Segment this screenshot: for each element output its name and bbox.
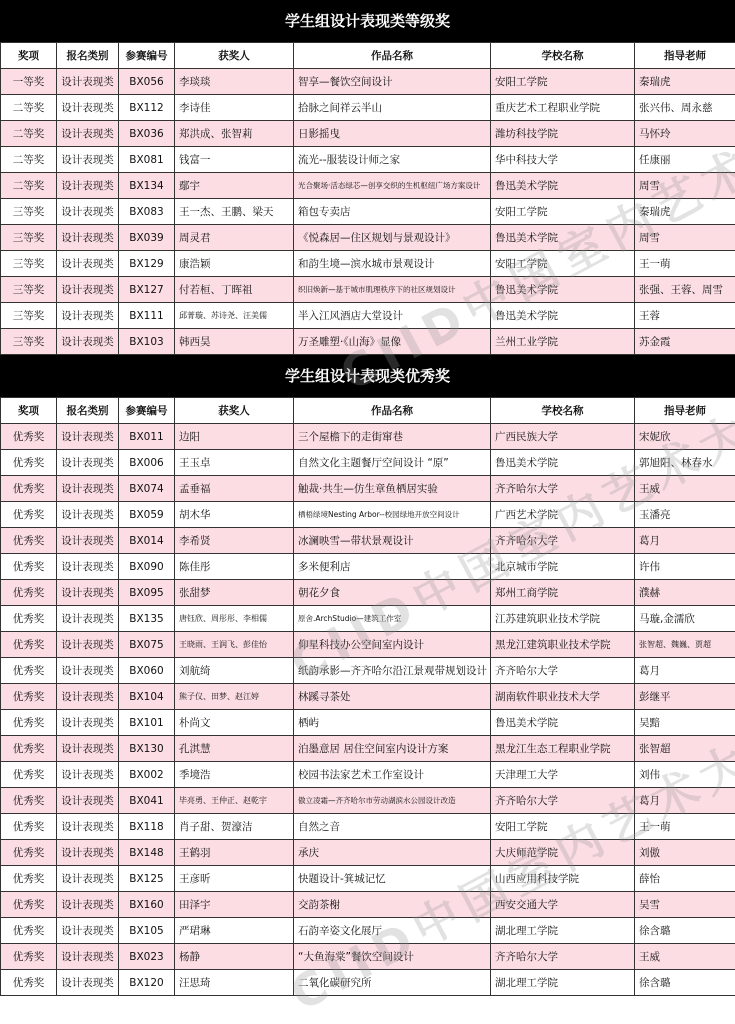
cell-teacher: 秦瑞虎 [635,69,735,95]
cell-work: 触裁·共生—仿生章鱼栖居实验 [294,476,491,502]
cell-award: 一等奖 [1,69,57,95]
cell-category: 设计表现类 [57,147,119,173]
cell-winner: 康浩颖 [175,251,294,277]
cell-work: 冰澜映雪—带状景观设计 [294,528,491,554]
cell-work: 拾脉之间祥云半山 [294,95,491,121]
header-teacher: 指导老师 [635,43,735,69]
cell-winner: 熊子仪、田梦、赵江婷 [175,684,294,710]
cell-winner: 郑洪成、张智莉 [175,121,294,147]
cell-category: 设计表现类 [57,892,119,918]
header-award: 奖项 [1,43,57,69]
cell-award: 二等奖 [1,173,57,199]
table-row [1,840,735,866]
cell-award: 优秀奖 [1,710,57,736]
cell-school: 鲁迅美术学院 [491,450,635,476]
cell-winner: 陈佳彤 [175,554,294,580]
cell-work: 自然文化主题餐厅空间设计 “原” [294,450,491,476]
cell-award: 三等奖 [1,277,57,303]
cell-entry-id: BX129 [119,251,175,277]
header-award: 奖项 [1,398,57,424]
cell-work: 织旧焕新—基于城市肌理秩序下的社区规划设计 [294,277,491,303]
cell-winner: 孔淇慧 [175,736,294,762]
table-row [1,303,735,329]
table-row [1,866,735,892]
cell-award: 优秀奖 [1,736,57,762]
cell-teacher: 葛月 [635,788,735,814]
cell-entry-id: BX006 [119,450,175,476]
cell-school: 齐齐哈尔大学 [491,788,635,814]
cell-work: 栖屿 [294,710,491,736]
cell-winner: 毕亮勇、王仲正、赵乾宇 [175,788,294,814]
cell-winner: 王一杰、王鹏、梁天 [175,199,294,225]
cell-work: 万圣雕塑·《山海》显像 [294,329,491,355]
cell-award: 优秀奖 [1,762,57,788]
cell-teacher: 刘傲 [635,840,735,866]
cell-category: 设计表现类 [57,788,119,814]
cell-teacher: 刘伟 [635,762,735,788]
cell-winner: 周灵君 [175,225,294,251]
cell-teacher: 郭旭阳、林春水 [635,450,735,476]
cell-category: 设计表现类 [57,606,119,632]
table-row [1,528,735,554]
cell-winner: 付若桓、丁晖祖 [175,277,294,303]
cell-entry-id: BX103 [119,329,175,355]
cell-school: 湖北理工学院 [491,918,635,944]
cell-award: 优秀奖 [1,918,57,944]
cell-entry-id: BX105 [119,918,175,944]
cell-work: 《悦森居—住区规划与景观设计》 [294,225,491,251]
cell-work: 泊墨意居 居住空间室内设计方案 [294,736,491,762]
grade-award-section [0,0,735,355]
cell-entry-id: BX101 [119,710,175,736]
cell-category: 设计表现类 [57,225,119,251]
table-row [1,225,735,251]
table-row [1,658,735,684]
cell-entry-id: BX134 [119,173,175,199]
cell-entry-id: BX148 [119,840,175,866]
table-row [1,251,735,277]
table-header-row [1,43,735,69]
cell-school: 鲁迅美术学院 [491,710,635,736]
cell-work: 林蹊寻茶处 [294,684,491,710]
cell-school: 鲁迅美术学院 [491,303,635,329]
cell-teacher: 徐含璐 [635,918,735,944]
grade-award-title: 学生组设计表现类等级奖 [0,0,735,42]
cell-school: 齐齐哈尔大学 [491,476,635,502]
header-work: 作品名称 [294,398,491,424]
cell-winner: 杨静 [175,944,294,970]
cell-school: 天津理工大学 [491,762,635,788]
cell-teacher: 张智超 [635,736,735,762]
cell-school: 大庆师范学院 [491,840,635,866]
cell-award: 优秀奖 [1,684,57,710]
cell-winner: 严珺琳 [175,918,294,944]
cell-winner: 王玉卓 [175,450,294,476]
cell-winner: 胡木华 [175,502,294,528]
table-row [1,277,735,303]
cell-award: 优秀奖 [1,528,57,554]
cell-school: 北京城市学院 [491,554,635,580]
header-category: 报名类别 [57,398,119,424]
table-row [1,684,735,710]
cell-work: 光合聚场·活态绿芯—创享交织的生机枢纽广场方案设计 [294,173,491,199]
cell-work: 校园书法家艺术工作室设计 [294,762,491,788]
cell-winner: 朴尚文 [175,710,294,736]
cell-teacher: 吴雪 [635,892,735,918]
cell-award: 优秀奖 [1,606,57,632]
cell-category: 设计表现类 [57,762,119,788]
cell-school: 鲁迅美术学院 [491,225,635,251]
cell-winner: 唐钰欣、周彤彤、李相儒 [175,606,294,632]
cell-winner: 李希贤 [175,528,294,554]
cell-category: 设计表现类 [57,95,119,121]
cell-work: 多米便利店 [294,554,491,580]
cell-teacher: 王一萌 [635,814,735,840]
cell-winner: 李诗佳 [175,95,294,121]
cell-entry-id: BX060 [119,658,175,684]
cell-work: 仰星科技办公空间室内设计 [294,632,491,658]
table-row [1,329,735,355]
cell-work: “大鱼海棠”餐饮空间设计 [294,944,491,970]
cell-category: 设计表现类 [57,251,119,277]
cell-work: 半入江风酒店大堂设计 [294,303,491,329]
cell-category: 设计表现类 [57,173,119,199]
cell-winner: 鄢宇 [175,173,294,199]
cell-teacher: 王威 [635,944,735,970]
cell-teacher: 张智超、魏巍、贾超 [635,632,735,658]
cell-school: 安阳工学院 [491,199,635,225]
cell-winner: 田泽宇 [175,892,294,918]
cell-category: 设计表现类 [57,918,119,944]
cell-work: 自然之音 [294,814,491,840]
cell-award: 优秀奖 [1,554,57,580]
cell-work: 纸韵承影—齐齐哈尔沿江景观带规划设计 [294,658,491,684]
cell-work: 日影摇曳 [294,121,491,147]
cell-entry-id: BX118 [119,814,175,840]
excellence-award-table [0,397,735,996]
cell-entry-id: BX095 [119,580,175,606]
cell-category: 设计表现类 [57,121,119,147]
cell-award: 优秀奖 [1,502,57,528]
table-row [1,424,735,450]
cell-award: 三等奖 [1,225,57,251]
cell-winner: 邱菁璇、苏诗尧、汪美儒 [175,303,294,329]
header-category: 报名类别 [57,43,119,69]
table-row [1,450,735,476]
cell-entry-id: BX104 [119,684,175,710]
cell-entry-id: BX011 [119,424,175,450]
excellence-award-title: 学生组设计表现类优秀奖 [0,355,735,397]
cell-work: 朝花夕食 [294,580,491,606]
cell-work: 栖梧绿境Nesting Arbor--校园绿地开放空间设计 [294,502,491,528]
cell-teacher: 宋妮欣 [635,424,735,450]
cell-teacher: 薛怡 [635,866,735,892]
cell-school: 安阳工学院 [491,251,635,277]
cell-teacher: 彭继平 [635,684,735,710]
cell-category: 设计表现类 [57,528,119,554]
cell-category: 设计表现类 [57,329,119,355]
cell-winner: 王晓雨、王润飞、彭佳怡 [175,632,294,658]
cell-award: 优秀奖 [1,840,57,866]
cell-award: 优秀奖 [1,892,57,918]
cell-school: 重庆艺术工程职业学院 [491,95,635,121]
cell-school: 齐齐哈尔大学 [491,658,635,684]
cell-winner: 边阳 [175,424,294,450]
cell-entry-id: BX075 [119,632,175,658]
header-winner: 获奖人 [175,43,294,69]
cell-school: 安阳工学院 [491,814,635,840]
cell-award: 优秀奖 [1,944,57,970]
cell-teacher: 徐含璐 [635,970,735,996]
cell-award: 三等奖 [1,199,57,225]
cell-award: 优秀奖 [1,450,57,476]
cell-entry-id: BX112 [119,95,175,121]
cell-work: 二氧化碳研究所 [294,970,491,996]
header-entry-id: 参赛编号 [119,43,175,69]
cell-entry-id: BX090 [119,554,175,580]
cell-category: 设计表现类 [57,303,119,329]
cell-entry-id: BX023 [119,944,175,970]
cell-award: 优秀奖 [1,788,57,814]
cell-school: 黑龙江生态工程职业学院 [491,736,635,762]
cell-award: 优秀奖 [1,658,57,684]
cell-award: 三等奖 [1,303,57,329]
table-row [1,199,735,225]
cell-teacher: 王一萌 [635,251,735,277]
cell-category: 设计表现类 [57,970,119,996]
table-row [1,554,735,580]
header-work: 作品名称 [294,43,491,69]
cell-teacher: 濮赫 [635,580,735,606]
cell-entry-id: BX127 [119,277,175,303]
cell-award: 优秀奖 [1,814,57,840]
cell-work: 交韵茶榭 [294,892,491,918]
table-row [1,944,735,970]
grade-award-rows [1,69,735,355]
cell-category: 设计表现类 [57,866,119,892]
cell-work: 三个屋檐下的走街窜巷 [294,424,491,450]
table-row [1,736,735,762]
cell-award: 二等奖 [1,147,57,173]
cell-award: 二等奖 [1,95,57,121]
header-winner: 获奖人 [175,398,294,424]
table-header-row [1,398,735,424]
cell-school: 安阳工学院 [491,69,635,95]
cell-category: 设计表现类 [57,580,119,606]
cell-work: 快题设计-箕城记忆 [294,866,491,892]
table-row [1,69,735,95]
cell-entry-id: BX059 [119,502,175,528]
cell-category: 设计表现类 [57,710,119,736]
cell-category: 设计表现类 [57,277,119,303]
cell-entry-id: BX125 [119,866,175,892]
cell-category: 设计表现类 [57,944,119,970]
cell-teacher: 马璇,金濡欣 [635,606,735,632]
cell-winner: 韩西昊 [175,329,294,355]
cell-entry-id: BX002 [119,762,175,788]
cell-category: 设计表现类 [57,554,119,580]
cell-teacher: 周雪 [635,225,735,251]
table-row [1,476,735,502]
cell-entry-id: BX039 [119,225,175,251]
cell-entry-id: BX014 [119,528,175,554]
cell-teacher: 王蓉 [635,303,735,329]
table-row [1,918,735,944]
cell-teacher: 周雪 [635,173,735,199]
header-school: 学校名称 [491,43,635,69]
cell-winner: 张甜梦 [175,580,294,606]
cell-school: 山西应用科技学院 [491,866,635,892]
cell-work: 原舍.ArchStudio—建筑工作室 [294,606,491,632]
cell-school: 齐齐哈尔大学 [491,944,635,970]
cell-award: 优秀奖 [1,866,57,892]
cell-entry-id: BX120 [119,970,175,996]
table-row [1,814,735,840]
cell-work: 流光--服装设计师之家 [294,147,491,173]
cell-entry-id: BX083 [119,199,175,225]
cell-award: 优秀奖 [1,580,57,606]
table-row [1,710,735,736]
cell-school: 兰州工业学院 [491,329,635,355]
cell-category: 设计表现类 [57,658,119,684]
cell-school: 江苏建筑职业技术学院 [491,606,635,632]
cell-teacher: 任康丽 [635,147,735,173]
cell-winner: 王彦昕 [175,866,294,892]
cell-teacher: 张强、王蓉、周雪 [635,277,735,303]
cell-winner: 刘航绮 [175,658,294,684]
cell-entry-id: BX111 [119,303,175,329]
table-row [1,95,735,121]
cell-teacher: 秦瑞虎 [635,199,735,225]
cell-school: 广西民族大学 [491,424,635,450]
cell-work: 石韵辛姿文化展厅 [294,918,491,944]
cell-winner: 李琰琰 [175,69,294,95]
cell-school: 湖南软件职业技术大学 [491,684,635,710]
cell-category: 设计表现类 [57,736,119,762]
cell-work: 傲立凌霜—齐齐哈尔市劳动湖滨水公园设计改造 [294,788,491,814]
table-row [1,970,735,996]
cell-work: 和韵生境—滨水城市景观设计 [294,251,491,277]
cell-teacher: 王威 [635,476,735,502]
table-row [1,502,735,528]
cell-entry-id: BX036 [119,121,175,147]
cell-teacher: 苏金霞 [635,329,735,355]
cell-category: 设计表现类 [57,199,119,225]
header-school: 学校名称 [491,398,635,424]
table-row [1,762,735,788]
cell-award: 优秀奖 [1,424,57,450]
excellence-award-rows [1,424,735,996]
cell-award: 三等奖 [1,251,57,277]
table-row [1,632,735,658]
cell-award: 二等奖 [1,121,57,147]
table-row [1,121,735,147]
cell-category: 设计表现类 [57,424,119,450]
cell-winner: 肖子甜、贺濠洁 [175,814,294,840]
cell-school: 黑龙江建筑职业技术学院 [491,632,635,658]
cell-teacher: 葛月 [635,528,735,554]
cell-school: 郑州工商学院 [491,580,635,606]
header-teacher: 指导老师 [635,398,735,424]
cell-winner: 季境浩 [175,762,294,788]
cell-teacher: 张兴伟、周永慈 [635,95,735,121]
cell-award: 优秀奖 [1,476,57,502]
cell-work: 智享—餐饮空间设计 [294,69,491,95]
cell-category: 设计表现类 [57,502,119,528]
table-row [1,580,735,606]
cell-award: 优秀奖 [1,632,57,658]
cell-winner: 汪思琦 [175,970,294,996]
cell-teacher: 吴黯 [635,710,735,736]
cell-winner: 钱富一 [175,147,294,173]
cell-category: 设计表现类 [57,814,119,840]
cell-entry-id: BX135 [119,606,175,632]
cell-winner: 孟垂福 [175,476,294,502]
cell-school: 鲁迅美术学院 [491,173,635,199]
cell-winner: 王鹤羽 [175,840,294,866]
cell-entry-id: BX074 [119,476,175,502]
header-entry-id: 参赛编号 [119,398,175,424]
cell-category: 设计表现类 [57,476,119,502]
cell-work: 承庆 [294,840,491,866]
cell-entry-id: BX081 [119,147,175,173]
cell-entry-id: BX160 [119,892,175,918]
cell-category: 设计表现类 [57,840,119,866]
cell-teacher: 许伟 [635,554,735,580]
cell-award: 优秀奖 [1,970,57,996]
table-row [1,147,735,173]
cell-school: 华中科技大学 [491,147,635,173]
table-row [1,788,735,814]
cell-teacher: 马怀玲 [635,121,735,147]
cell-category: 设计表现类 [57,69,119,95]
cell-category: 设计表现类 [57,684,119,710]
cell-teacher: 葛月 [635,658,735,684]
grade-award-table [0,42,735,355]
cell-category: 设计表现类 [57,450,119,476]
table-row [1,892,735,918]
cell-school: 潍坊科技学院 [491,121,635,147]
cell-award: 三等奖 [1,329,57,355]
cell-entry-id: BX130 [119,736,175,762]
excellence-award-section [0,355,735,996]
cell-entry-id: BX056 [119,69,175,95]
cell-school: 湖北理工学院 [491,970,635,996]
cell-school: 鲁迅美术学院 [491,277,635,303]
cell-school: 西安交通大学 [491,892,635,918]
table-row [1,606,735,632]
cell-work: 箱包专卖店 [294,199,491,225]
cell-teacher: 玉潘亮 [635,502,735,528]
cell-school: 广西艺术学院 [491,502,635,528]
cell-entry-id: BX041 [119,788,175,814]
cell-school: 齐齐哈尔大学 [491,528,635,554]
table-row [1,173,735,199]
cell-category: 设计表现类 [57,632,119,658]
